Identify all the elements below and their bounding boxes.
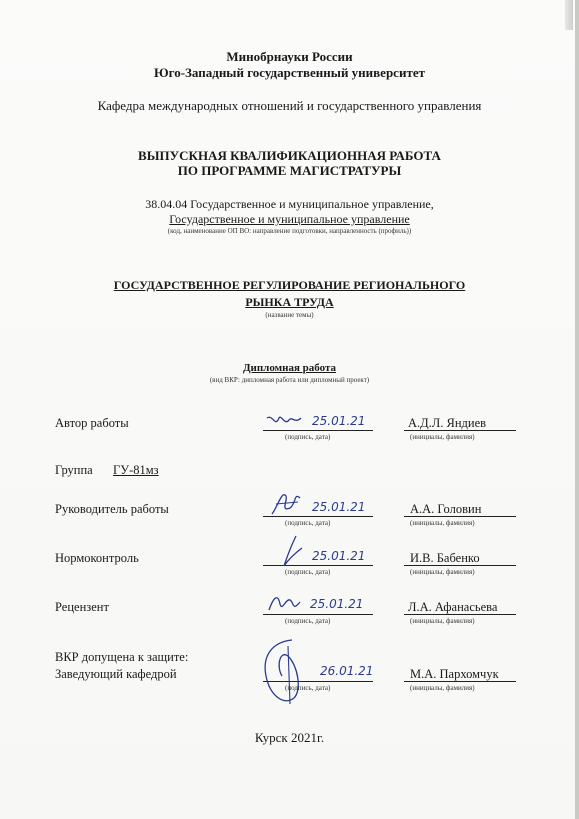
normcontrol-name-line bbox=[404, 565, 516, 566]
reviewer-sign-date: 25.01.21 bbox=[310, 597, 364, 611]
page-edge bbox=[575, 0, 579, 819]
head-signature bbox=[258, 636, 308, 710]
supervisor-signature bbox=[268, 486, 308, 520]
university-name: Юго-Западный государственный университет bbox=[154, 65, 425, 80]
author-name: А.Д.Л. Яндиев bbox=[408, 416, 487, 430]
normcontrol-sig-caption: (подпись, дата) bbox=[285, 568, 331, 576]
admitted-label: ВКР допущена к защите: bbox=[55, 650, 189, 664]
ministry-name: Минобрнауки России bbox=[226, 49, 353, 64]
reviewer-name: Л.А. Афанасьева bbox=[408, 600, 498, 614]
topic-line1: ГОСУДАРСТВЕННОЕ РЕГУЛИРОВАНИЕ РЕГИОНАЛЬНОГО bbox=[113, 278, 466, 292]
normcontrol-name: И.В. Бабенко bbox=[410, 551, 480, 565]
head-sign-date: 26.01.21 bbox=[320, 664, 374, 678]
program-line1: 38.04.04 Государственное и муниципальное управление, bbox=[145, 197, 434, 211]
head-name-line bbox=[404, 681, 516, 682]
supervisor-sign-date: 25.01.21 bbox=[312, 500, 366, 514]
topic-line2: РЫНКА ТРУДА bbox=[245, 295, 334, 309]
author-name-line bbox=[404, 430, 516, 431]
page-edge-shadow bbox=[565, 0, 573, 30]
reviewer-name-line bbox=[404, 614, 516, 615]
supervisor-name-line bbox=[404, 516, 516, 517]
department-name: Кафедра международных отношений и государственного управления bbox=[97, 98, 482, 113]
reviewer-signature bbox=[266, 590, 306, 618]
reviewer-sig-caption: (подпись, дата) bbox=[285, 617, 331, 625]
supervisor-sig-caption: (подпись, дата) bbox=[285, 519, 331, 527]
author-sign-date: 25.01.21 bbox=[312, 414, 366, 428]
vkr-kind-caption: (вид ВКР: дипломная работа или дипломный проект) bbox=[209, 376, 370, 384]
group-value: ГУ-81мз bbox=[113, 463, 159, 477]
work-type-line1: ВЫПУСКНАЯ КВАЛИФИКАЦИОННАЯ РАБОТА bbox=[138, 148, 441, 163]
group-label: Группа bbox=[55, 463, 93, 477]
work-type-line2: ПО ПРОГРАММЕ МАГИСТРАТУРЫ bbox=[177, 163, 402, 178]
head-sig-caption: (подпись, дата) bbox=[285, 684, 331, 692]
program-line2: Государственное и муниципальное управление bbox=[169, 212, 410, 226]
reviewer-label: Рецензент bbox=[55, 600, 109, 614]
author-label: Автор работы bbox=[55, 416, 129, 430]
reviewer-name-caption: (инициалы, фамилия) bbox=[410, 617, 475, 625]
normcontrol-label: Нормоконтроль bbox=[55, 551, 139, 565]
normcontrol-name-caption: (инициалы, фамилия) bbox=[410, 568, 475, 576]
supervisor-label: Руководитель работы bbox=[55, 502, 169, 516]
head-label: Заведующий кафедрой bbox=[55, 667, 177, 681]
topic-caption: (название темы) bbox=[265, 311, 314, 319]
head-name: М.А. Пархомчук bbox=[410, 667, 499, 681]
author-signature bbox=[265, 412, 305, 434]
city-year: Курск 2021г. bbox=[254, 730, 325, 745]
program-caption: (код, наименование ОП ВО: направление подготовки, направленность (профиль)) bbox=[167, 227, 412, 235]
head-name-caption: (инициалы, фамилия) bbox=[410, 684, 475, 692]
normcontrol-signature bbox=[278, 534, 308, 570]
supervisor-name-caption: (инициалы, фамилия) bbox=[410, 519, 475, 527]
normcontrol-sign-date: 25.01.21 bbox=[312, 549, 366, 563]
supervisor-name: А.А. Головин bbox=[410, 502, 482, 516]
author-sig-caption: (подпись, дата) bbox=[285, 433, 331, 441]
author-name-caption: (инициалы, фамилия) bbox=[410, 433, 475, 441]
vkr-kind: Дипломная работа bbox=[242, 362, 337, 374]
